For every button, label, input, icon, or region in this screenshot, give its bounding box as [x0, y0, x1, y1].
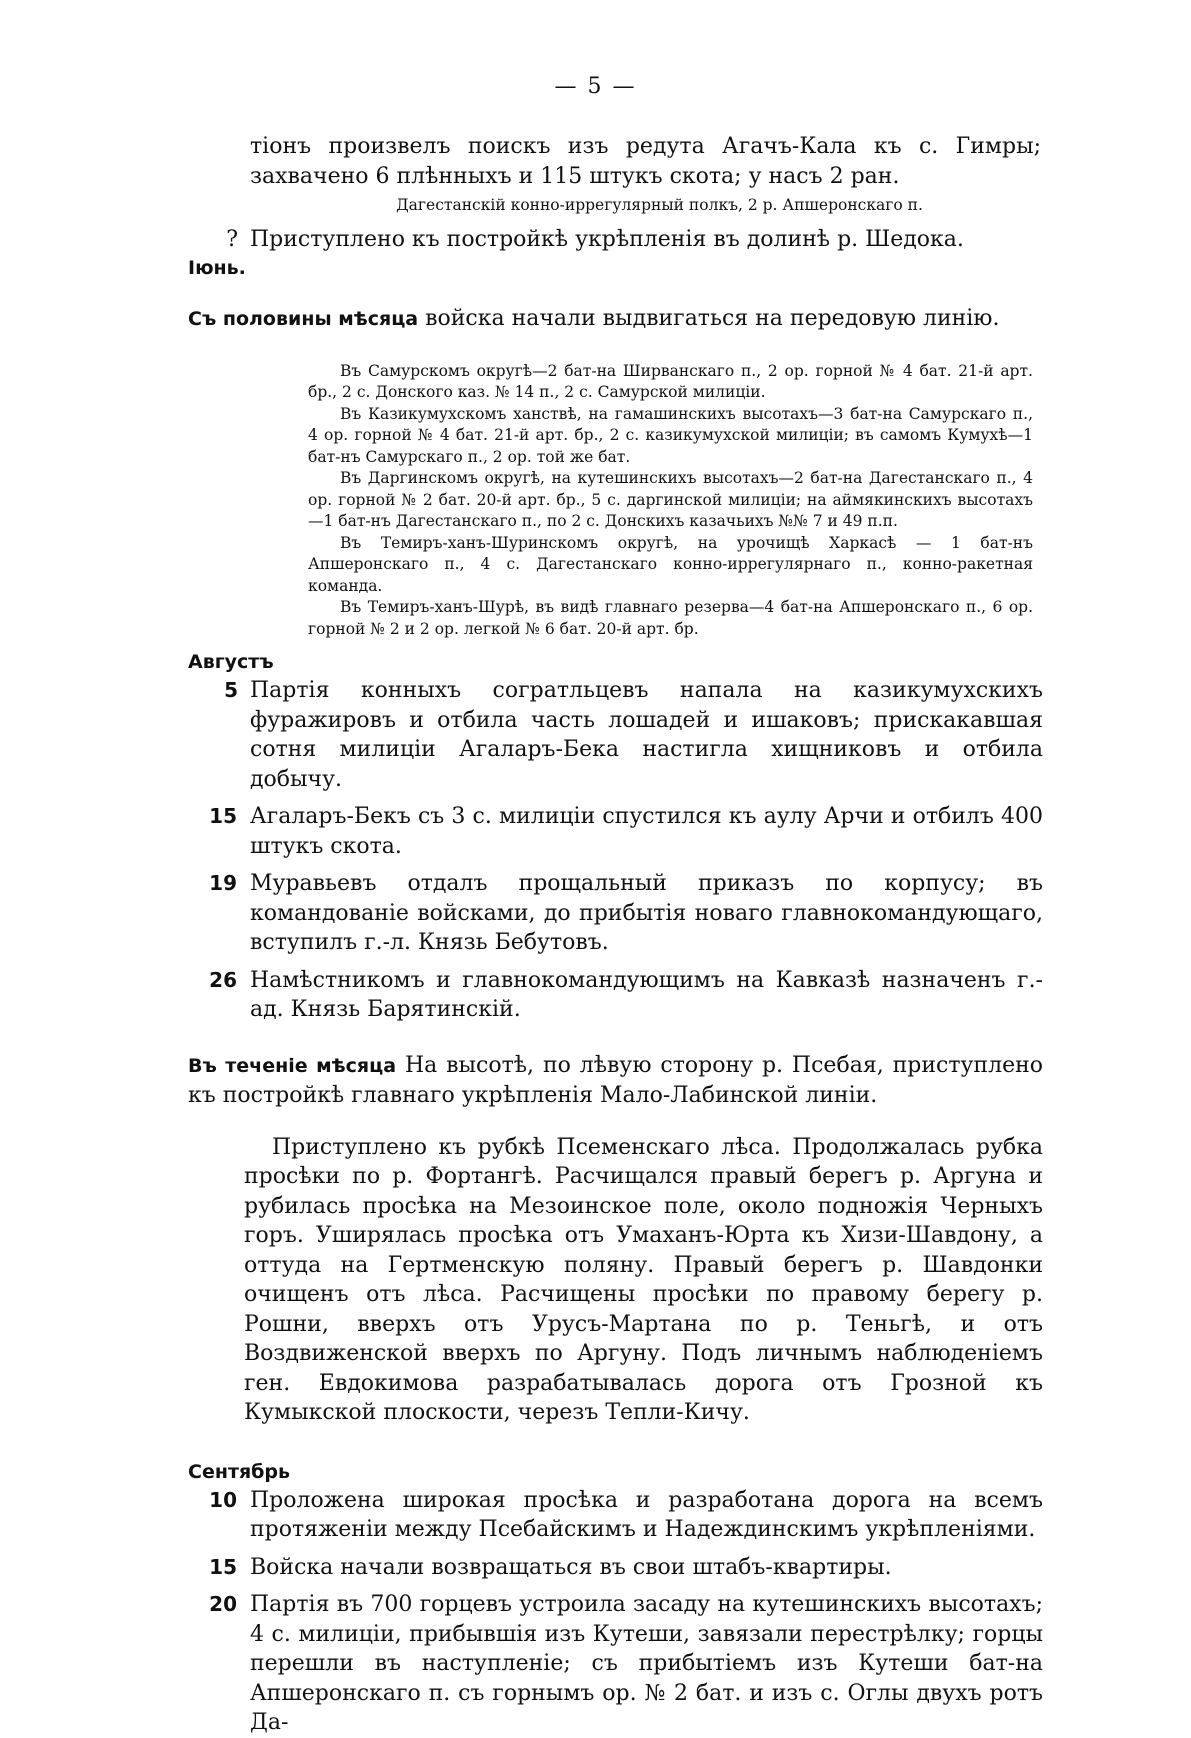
june-note-3: Въ Даргинскомъ округѣ, на кутешинскихъ высотахъ—2 бат-на Дагестанскаго п., 4 ор. горной № 2 бат. 20-й арт. бр., 5 с. даргинской милиціи; на аймякинскихъ высотахъ—1 бат-нъ Дагестанскаго п., по 2 с. Донскихъ казачьихъ №№ 7 и 49 п.п.	[308, 469, 1033, 530]
june-label: Съ половины мѣсяца	[188, 308, 419, 330]
heading-august: Августъ	[188, 651, 274, 673]
june-paragraph	[188, 304, 1043, 335]
entry-text: Партія въ 700 горцевъ устроила засаду на кутешинскихъ высотахъ; 4 с. милиціи, прибывшія изъ Кутеши, завязали перестрѣлку; горцы перешли въ наступленіе; съ прибытіемъ изъ Кутеши бат-на Апшеронскаго п. съ горнымъ ор. № 2 бат. и изъ с. Оглы двухъ ротъ Да-	[250, 1592, 1043, 1735]
entry-date: 20	[209, 1592, 237, 1616]
entry-august-5	[224, 676, 1043, 794]
august-during-text: На высотѣ, по лѣвую сторону р. Псебая, приступлено къ постройкѣ главнаго укрѣпленія Мало-Лабинской линіи.	[188, 1052, 1043, 1108]
entry-august-15	[209, 802, 1043, 861]
entry-text: Проложена широкая просѣка и разработана дорога на всемъ протяженіи между Псебайскимъ и Надеждинскимъ укрѣпленіями.	[250, 1487, 1043, 1542]
entry-august-26	[209, 966, 1043, 1025]
entry-date: 15	[209, 804, 237, 828]
entry-date: 5	[224, 678, 238, 702]
june-note-2: Въ Казикумухскомъ ханствѣ, на гамашинскихъ высотахъ—3 бат-на Самурскаго п., 4 ор. горной № 4 бат. 21-й арт. бр., 2 с. казикумухской милиціи; въ самомъ Кумухѣ—1 бат-нъ Самурскаго п., 2 ор. той же бат.	[308, 404, 1033, 466]
page-body	[0, 132, 1191, 1738]
heading-september: Сентябрь	[188, 1460, 291, 1483]
entry-september-20	[209, 1590, 1043, 1738]
entry-date: 15	[209, 1554, 237, 1579]
entry-text: Агаларъ-Бекъ съ 3 с. милиціи спустился къ аулу Арчи и отбилъ 400 штукъ скота.	[250, 804, 1043, 859]
june-note-4: Въ Темиръ-ханъ-Шуринскомъ округѣ, на урочищѣ Харкасѣ — 1 бат-нъ Апшеронскаго п., 4 с. Дагестанскаго конно-иррегулярнаго п., конно-ракетная команда.	[308, 533, 1033, 595]
august-during-paragraph	[188, 1051, 1043, 1111]
entry-date: 26	[209, 967, 237, 992]
entry-text: Партія конныхъ согратльцевъ напала на казикумухскихъ фуражировъ и отбила часть лошадей и ишаковъ; прискакавшая сотня милиціи Агаларъ-Бека настигла хищниковъ и отбила добычу.	[250, 678, 1043, 792]
entry-september-15	[209, 1553, 1043, 1583]
entry-text: Намѣстникомъ и главнокомандующимъ на Кавказѣ назначенъ г.-ад. Князь Барятинскій.	[250, 967, 1043, 1022]
june-note-5: Въ Темиръ-ханъ-Шурѣ, въ видѣ главнаго резерва—4 бат-на Апшеронскаго п., 6 ор. горной № 2 и 2 ор. легкой № 6 бат. 20-й арт. бр.	[308, 598, 1033, 638]
entry-text: Муравьевъ отдалъ прощальный приказъ по корпусу; въ командованіе войсками, до прибытія новаго главнокомандующаго, вступилъ г.-л. Князь Бебутовъ.	[250, 871, 1043, 955]
entry-text: Войска начали возвращаться въ свои штабъ-квартиры.	[250, 1554, 892, 1580]
june-note-1: Въ Самурскомъ округѣ—2 бат-на Ширванскаго п., 2 ор. горной № 4 бат. 21-й арт. бр., 2 с. Донского каз. № 14 п., 2 с. Самурской милиціи.	[308, 361, 1033, 401]
opening-paragraph: тіонъ произвелъ поискъ изъ редута Агачъ-Кала къ с. Гимры; захвачено 6 плѣнныхъ и 115 штукъ скота; у насъ 2 ран.	[250, 134, 1041, 189]
august-clearing-paragraph: Приступлено къ рубкѣ Псеменскаго лѣса. Продолжалась рубка просѣки по р. Фортангѣ. Расчищался правый берегъ р. Аргуна и рубилась просѣка на Мезоинское поле, около подножія Черныхъ горъ. Уширялась просѣка отъ Умаханъ-Юрта къ Хизи-Шавдону, а оттуда на Гертменскую поляну. Правый берегъ р. Шавдонки очищенъ отъ лѣса. Расчищены просѣки по правому берегу р. Рошни, вверхъ отъ Урусъ-Мартана по р. Теньгѣ, и отъ Воздвиженской вверхъ по Аргуну. Подъ личнымъ наблюденіемъ ген. Евдокимова разрабатывалась дорога отъ Грозной къ Кумыкской плоскости, черезъ Тепли-Кичу.	[244, 1134, 1043, 1425]
june-text: войска начали выдвигаться на передовую линію.	[425, 306, 1000, 331]
entry-date: 19	[209, 871, 237, 895]
entry-september-10	[209, 1486, 1043, 1545]
august-during-label: Въ теченіе мѣсяца	[188, 1054, 397, 1077]
page-number: — 5 —	[554, 74, 637, 99]
entry-text: Приступлено къ постройкѣ укрѣпленія въ долинѣ р. Шедока.	[250, 226, 964, 252]
opening-note: Дагестанскій конно-иррегулярный полкъ, 2 р. Апшеронскаго п.	[396, 196, 923, 214]
entry-question	[226, 225, 1043, 255]
entry-date: ?	[226, 226, 238, 252]
entry-date: 10	[209, 1487, 237, 1512]
heading-june: Іюнь.	[188, 257, 246, 279]
entry-august-19	[209, 869, 1043, 958]
